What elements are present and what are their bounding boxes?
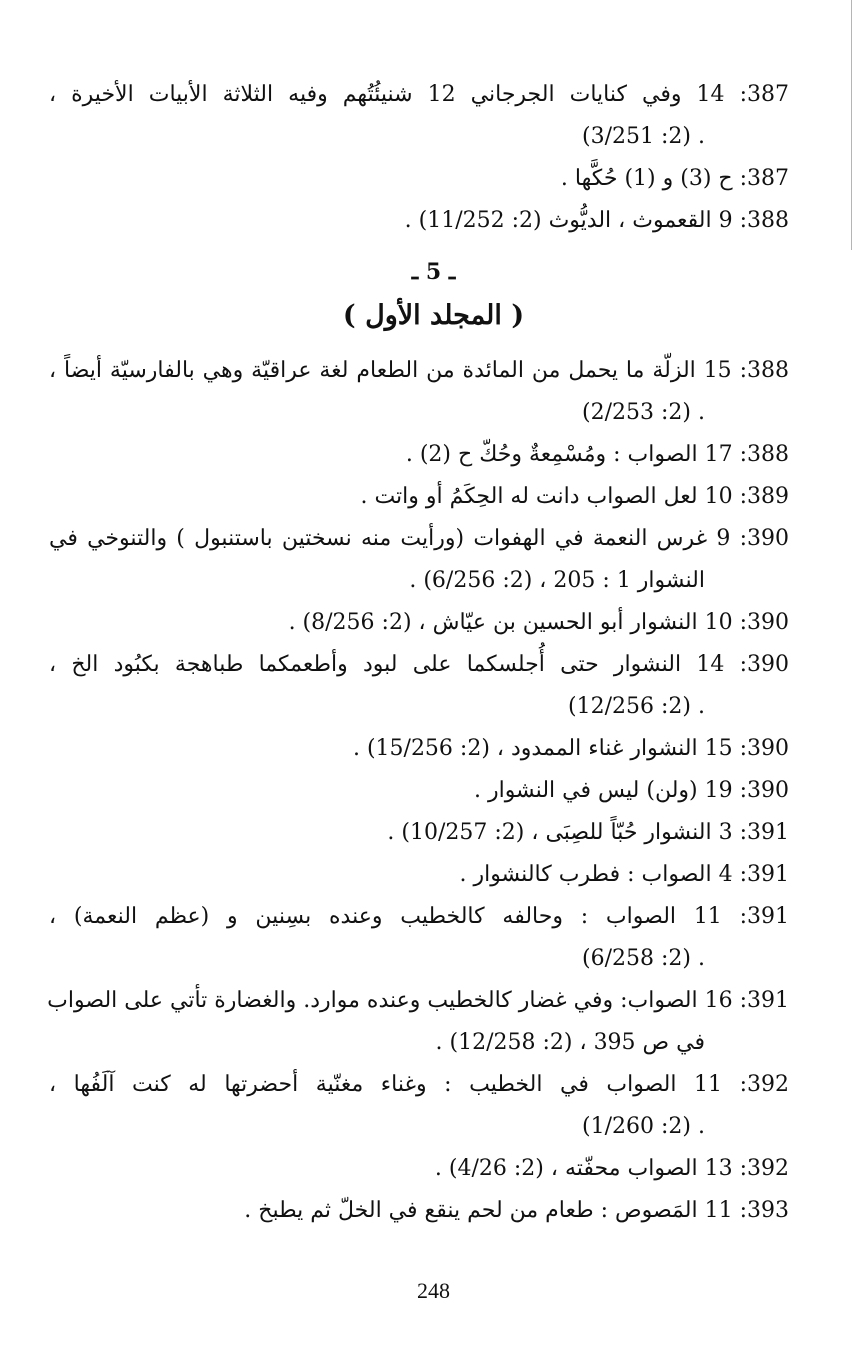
entry	[49, 728, 789, 770]
section-title: ( المجلد الأول )	[342, 300, 525, 331]
entry-line: 388: 15 الزلّة ما يحمل من المائدة من الطعام لغة عراقيّة وهي بالفارسيّة أيضاً ،	[49, 358, 790, 383]
entry	[49, 1064, 789, 1148]
entry	[49, 602, 789, 644]
entry-line: 388: 9 القعموث ، الديُّوث (2: 11/252) .	[404, 208, 789, 233]
entry	[49, 200, 789, 242]
entry-line: 388: 17 الصواب : ومُسْمِعةٌ وحُكّ ح (2) .	[405, 442, 789, 467]
entry	[49, 980, 789, 1064]
entry	[49, 770, 789, 812]
entry-line: 391: 11 الصواب : وحالفه كالخطيب وعنده بسِنين و (عظم النعمة) ،	[49, 904, 790, 929]
entry-line: 393: 11 المَصوص : طعام من لحم ينقع في الخلّ ثم يطبخ .	[244, 1198, 789, 1223]
entry	[49, 74, 789, 158]
entry-line: 391: 3 النشوار حُبّاً للصِبَى ، (2: 10/257) .	[387, 820, 789, 845]
entry	[49, 896, 789, 980]
entry-line: . (2: 6/258)	[582, 946, 705, 971]
entry	[49, 812, 789, 854]
entry-line: 391: 16 الصواب: وفي غضار كالخطيب وعنده موارد. والغضارة تأتي على الصواب	[47, 988, 789, 1013]
page-number: 248	[417, 1278, 450, 1303]
entry-line: 392: 13 الصواب محفّته ، (2: 4/26) .	[434, 1156, 789, 1181]
entry	[49, 518, 789, 602]
entry	[49, 158, 789, 200]
section-number: ـ 5 ـ	[411, 259, 456, 285]
entry	[49, 434, 789, 476]
entry-line: 390: 14 النشوار حتى أُجلسكما على لبود وأطعمكما طباهجة بكبُود الخ ،	[49, 652, 790, 677]
entry-line: في ص 395 ، (2: 12/258) .	[435, 1030, 705, 1055]
entry-line: . (2: 3/251)	[582, 124, 705, 149]
entry-line: 389: 10 لعل الصواب دانت له الحِكَمُ أو واتت .	[360, 484, 789, 509]
entry-line: 392: 11 الصواب في الخطيب : وغناء مغنّية أحضرتها له كنت آلَفُها ،	[49, 1072, 790, 1097]
entry-line: . (2: 12/256)	[568, 694, 705, 719]
entry-line: 390: 15 النشوار غناء الممدود ، (2: 15/256) .	[352, 736, 789, 761]
entry-line: النشوار 1 : 205 ، (2: 6/256) .	[409, 568, 705, 593]
entry	[49, 644, 789, 728]
entry-line: 387: ح (3) و (1) حُكَّها .	[560, 166, 789, 191]
entry-line: . (2: 1/260)	[582, 1114, 705, 1139]
entry-line: 390: 19 (ولن) ليس في النشوار .	[473, 778, 789, 803]
entry-line: 387: 14 وفي كنايات الجرجاني 12 شنيئُتُهم وفيه الثلاثة الأبيات الأخيرة ،	[49, 82, 789, 107]
entry-line: . (2: 2/253)	[582, 400, 705, 425]
entry	[49, 854, 789, 896]
entry	[49, 1148, 789, 1190]
entry-line: 390: 10 النشوار أبو الحسين بن عيّاش ، (2: 8/256) .	[288, 610, 789, 635]
entry	[49, 476, 789, 518]
entry	[49, 350, 789, 434]
entries-top	[49, 74, 789, 242]
margin-rule	[851, 0, 852, 250]
entries-main	[49, 350, 789, 1232]
entry-line: 391: 4 الصواب : فطرب كالنشوار .	[459, 862, 789, 887]
entry-line: 390: 9 غرس النعمة في الهفوات (ورأيت منه نسختين باستنبول ) والتنوخي في	[49, 526, 789, 551]
entry	[49, 1190, 789, 1232]
